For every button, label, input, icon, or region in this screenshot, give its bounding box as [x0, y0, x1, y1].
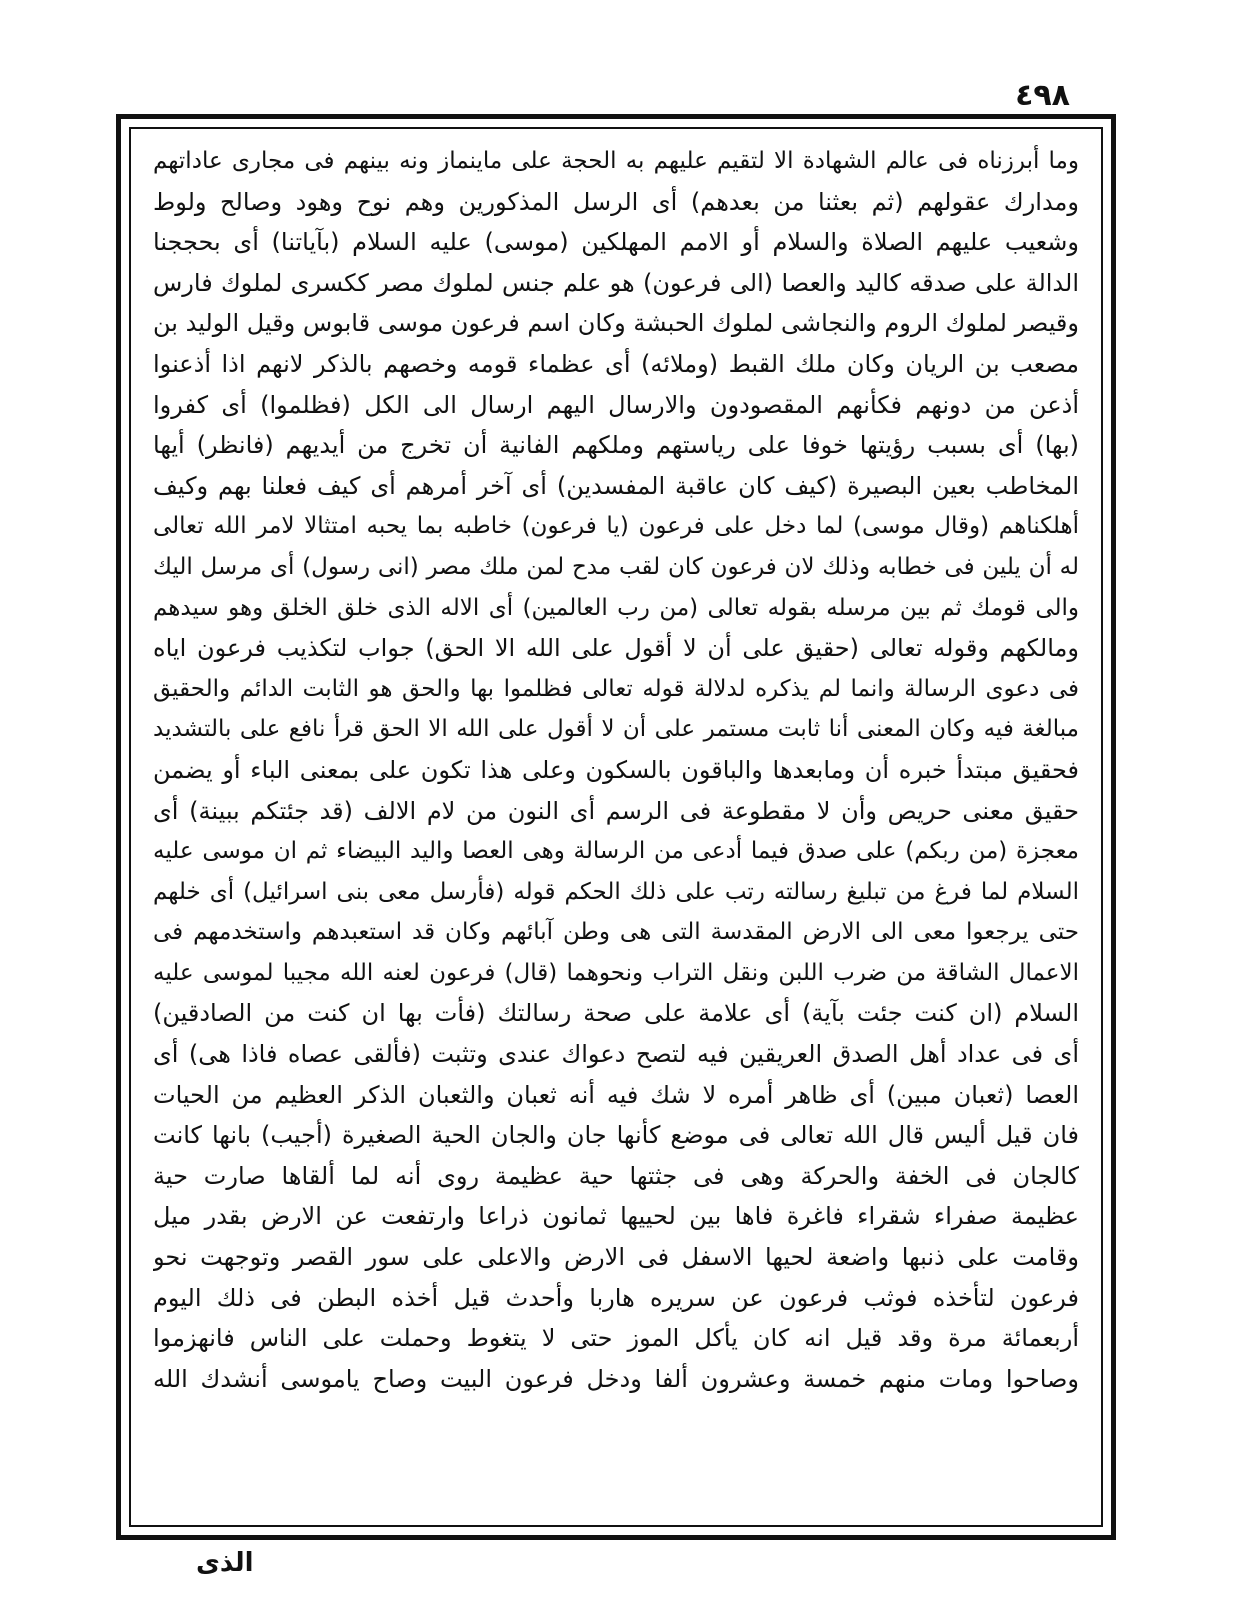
text-line: السلام (ان كنت جئت بآية) أى علامة على صحة رسالتك (فأت بها ان كنت من الصادقين) — [153, 999, 1079, 1028]
text-line: ومدارك عقولهم (ثم بعثنا من بعدهم) أى الرسل المذكورين وهم نوح وهود وصالح ولوط — [153, 187, 1079, 216]
page-number: ٤٩٨ — [1015, 78, 1070, 113]
catchword: الذى — [196, 1548, 254, 1578]
text-line: وقامت على ذنبها واضعة لحيها الاسفل فى الارض والاعلى على سور القصر وتوجهت نحو — [153, 1243, 1079, 1272]
page-border — [116, 114, 1116, 1540]
text-line: وشعيب عليهم الصلاة والسلام أو الامم المهلكين (موسى) عليه السلام (بآياتنا) أى بحججنا — [153, 228, 1079, 257]
text-line: حقيق معنى حريص وأن لا مقطوعة فى الرسم أى النون من لام الالف (قد جئتكم ببينة) أى — [153, 796, 1079, 825]
text-line: ومالكهم وقوله تعالى (حقيق على أن لا أقول على الله الا الحق) جواب لتكذيب فرعون اياه — [153, 634, 1079, 663]
text-line: السلام لما فرغ من تبليغ رسالته رتب على ذلك الحكم قوله (فأرسل معى بنى اسرائيل) أى خلهم — [153, 878, 1079, 905]
text-line: حتى يرجعوا معى الى الارض المقدسة التى هى وطن آبائهم وكان قد استعبدهم واستخدمهم فى — [153, 919, 1079, 946]
text-line: فرعون لتأخذه فوثب فرعون عن سريره هاربا وأحدث قيل أخذه البطن فى ذلك اليوم — [153, 1283, 1079, 1312]
text-line: فحقيق مبتدأ خبره أن ومابعدها والباقون بالسكون وعلى هذا تكون على بمعنى الباء أو يضمن — [153, 755, 1079, 784]
text-line: أربعمائة مرة وقد قيل انه كان يأكل الموز حتى لا يتغوط وحملت على الناس فانهزموا — [153, 1324, 1079, 1353]
text-line: كالجان فى الخفة والحركة وهى فى جثتها حية عظيمة روى أنه لما ألقاها صارت حية — [153, 1161, 1079, 1190]
text-line: مصعب بن الريان وكان ملك القبط (وملائه) أى عظماء قومه وخصهم بالذكر لانهم اذا أذعنوا — [153, 349, 1079, 378]
text-line: المخاطب بعين البصيرة (كيف كان عاقبة المفسدين) أى آخر أمرهم أى كيف فعلنا بهم وكيف — [153, 471, 1079, 500]
text-line: أهلكناهم (وقال موسى) لما دخل على فرعون (يا فرعون) خاطبه بما يحبه امتثالا لامر الله تعالى — [153, 513, 1079, 540]
text-line: العصا (ثعبان مبين) أى ظاهر أمره لا شك فيه أنه ثعبان والثعبان الذكر العظيم من الحيات — [153, 1080, 1079, 1109]
text-line: وقيصر لملوك الروم والنجاشى لملوك الحبشة وكان اسم فرعون موسى قابوس وقيل الوليد بن — [153, 309, 1079, 338]
text-line: (بها) أى بسبب رؤيتها خوفا على رياستهم وملكهم الفانية أن تخرج من أيديهم (فانظر) أيها — [153, 431, 1079, 460]
text-line: وصاحوا ومات منهم خمسة وعشرون ألفا ودخل فرعون البيت وصاح ياموسى أنشدك الله — [153, 1364, 1079, 1393]
text-line: والى قومك ثم بين مرسله بقوله تعالى (من رب العالمين) أى الاله الذى خلق الخلق وهو سيدهم — [153, 594, 1079, 621]
text-line: له أن يلين فى خطابه وذلك لان فرعون كان لقب مدح لمن ملك مصر (انى رسول) أى مرسل اليك — [153, 553, 1079, 580]
body-text — [153, 141, 1079, 1515]
text-line: الاعمال الشاقة من ضرب اللبن ونقل التراب ونحوهما (قال) فرعون لعنه الله مجيبا لموسى عليه — [153, 959, 1079, 986]
text-line: أذعن من دونهم فكأنهم المقصودون والارسال اليهم ارسال الى الكل (فظلموا) أى كفروا — [153, 390, 1079, 419]
text-line: معجزة (من ربكم) على صدق فيما أدعى من الرسالة وهى العصا واليد البيضاء ثم ان موسى عليه — [153, 838, 1079, 865]
text-line: الدالة على صدقه كاليد والعصا (الى فرعون) هو علم جنس لملوك مصر ككسرى لملوك فارس — [153, 268, 1079, 297]
text-line: مبالغة فيه وكان المعنى أنا ثابت مستمر على أن لا أقول على الله الا الحق قرأ نافع على بالتشديد — [153, 716, 1079, 743]
page-inner-border — [129, 127, 1103, 1527]
text-line: فان قيل أليس قال الله تعالى فى موضع كأنها جان والجان الحية الصغيرة (أجيب) بانها كانت — [153, 1121, 1079, 1150]
text-line: أى فى عداد أهل الصدق العريقين فيه لتصح دعواك عندى وتثبت (فألقى عصاه فاذا هى) أى — [153, 1040, 1079, 1069]
text-line: فى دعوى الرسالة وانما لم يذكره لدلالة قوله تعالى فظلموا بها والحق هو الثابت الدائم والحقيق — [153, 675, 1079, 702]
text-line: وما أبرزناه فى عالم الشهادة الا لتقيم عليهم به الحجة على ماينماز ونه بينهم فى مجارى عاداتهم — [153, 148, 1079, 174]
text-line: عظيمة صفراء شقراء فاغرة فاها بين لحييها ثمانون ذراعا وارتفعت عن الارض بقدر ميل — [153, 1202, 1079, 1231]
